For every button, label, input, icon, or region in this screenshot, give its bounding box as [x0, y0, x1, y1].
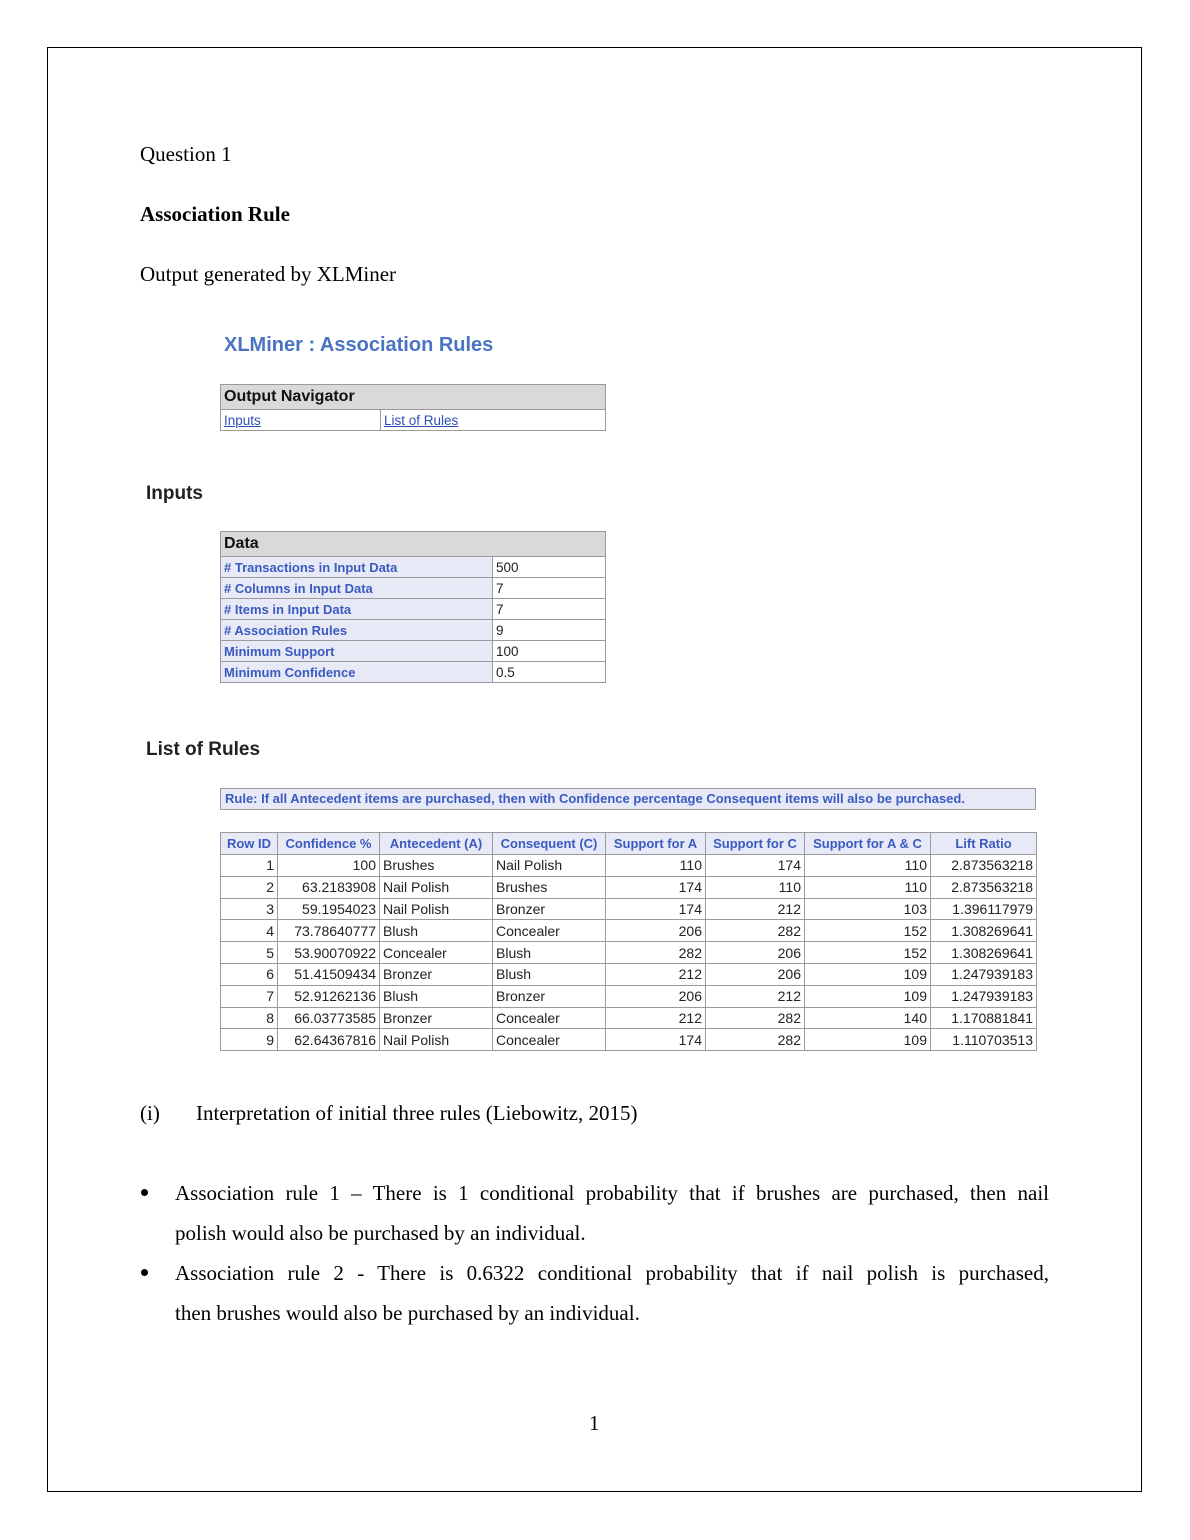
table-row [221, 985, 1037, 1007]
table-cell: Concealer [493, 1029, 606, 1051]
rule-note: Rule: If all Antecedent items are purchased, then with Confidence percentage Consequent items will also be purchased. [220, 788, 1036, 810]
table-cell: 152 [805, 920, 931, 942]
column-header: Support for A & C [805, 833, 931, 855]
table-cell: 110 [706, 876, 805, 898]
table-row [221, 876, 1037, 898]
table-cell: 212 [606, 963, 706, 985]
table-cell: 1 [221, 855, 278, 877]
table-cell: 62.64367816 [278, 1029, 380, 1051]
column-header: Confidence % [278, 833, 380, 855]
table-cell: Brushes [493, 876, 606, 898]
table-cell: Bronzer [380, 963, 493, 985]
table-row [221, 898, 1037, 920]
data-table [220, 531, 606, 683]
bullet-item-1: Association rule 1 – There is 1 conditional probability that if brushes are purchased, then nail polish would also be purchased by an individual. [175, 1181, 1049, 1245]
table-cell: 8 [221, 1007, 278, 1029]
interpretation-title: Interpretation of initial three rules (Liebowitz, 2015) [196, 1101, 638, 1125]
table-cell: 1.170881841 [931, 1007, 1037, 1029]
page-number: 1 [589, 1411, 600, 1435]
table-cell: 110 [606, 855, 706, 877]
rules-header-row [221, 833, 1037, 855]
table-cell: 73.78640777 [278, 920, 380, 942]
column-header: Row ID [221, 833, 278, 855]
table-cell: 282 [706, 1007, 805, 1029]
table-cell: Nail Polish [493, 855, 606, 877]
table-cell: 1.308269641 [931, 920, 1037, 942]
table-cell: 51.41509434 [278, 963, 380, 985]
table-cell: 282 [606, 942, 706, 964]
table-cell: 140 [805, 1007, 931, 1029]
table-cell: 152 [805, 942, 931, 964]
table-cell: 59.1954023 [278, 898, 380, 920]
column-header: Antecedent (A) [380, 833, 493, 855]
table-cell: 3 [221, 898, 278, 920]
table-cell: 5 [221, 942, 278, 964]
table-cell: 110 [805, 876, 931, 898]
table-row [221, 1007, 1037, 1029]
table-cell: Blush [493, 942, 606, 964]
table-cell: 206 [706, 963, 805, 985]
table-row [221, 920, 1037, 942]
table-cell: 1.110703513 [931, 1029, 1037, 1051]
table-cell: 63.2183908 [278, 876, 380, 898]
table-cell: 6 [221, 963, 278, 985]
table-cell: Nail Polish [380, 1029, 493, 1051]
column-header: Support for C [706, 833, 805, 855]
inputs-link[interactable]: Inputs [224, 412, 261, 428]
table-cell: 1.247939183 [931, 963, 1037, 985]
table-cell: 212 [706, 985, 805, 1007]
table-cell: 109 [805, 963, 931, 985]
table-cell: 1.396117979 [931, 898, 1037, 920]
table-cell: 212 [606, 1007, 706, 1029]
table-cell: Nail Polish [380, 898, 493, 920]
table-cell: Brushes [380, 855, 493, 877]
table-cell: Concealer [493, 1007, 606, 1029]
table-cell: 109 [805, 1029, 931, 1051]
data-table-header: Data [221, 532, 606, 557]
bullet-icon [141, 1189, 148, 1196]
list-of-rules-heading: List of Rules [146, 739, 261, 760]
table-cell: 66.03773585 [278, 1007, 380, 1029]
table-row [221, 942, 1037, 964]
table-cell: Bronzer [493, 898, 606, 920]
interpretation-marker: (i) [140, 1101, 160, 1125]
table-row [221, 963, 1037, 985]
table-cell: 1.247939183 [931, 985, 1037, 1007]
table-cell: 282 [706, 1029, 805, 1051]
intro-text: Output generated by XLMiner [140, 262, 397, 286]
question-heading: Question 1 [140, 142, 232, 166]
table-cell: 109 [805, 985, 931, 1007]
bullet-item-2: Association rule 2 - There is 0.6322 conditional probability that if nail polish is purchased, then brushes would also be purchased by an individual. [175, 1261, 1049, 1325]
table-cell: 100 [278, 855, 380, 877]
data-row: # Association Rules 9 [221, 620, 606, 641]
table-cell: 4 [221, 920, 278, 942]
table-cell: 52.91262136 [278, 985, 380, 1007]
table-cell: 174 [606, 876, 706, 898]
table-cell: 174 [606, 898, 706, 920]
table-cell: 53.90070922 [278, 942, 380, 964]
xlminer-title: XLMiner : Association Rules [224, 334, 494, 356]
column-header: Lift Ratio [931, 833, 1037, 855]
data-row: # Items in Input Data 7 [221, 599, 606, 620]
data-row: Minimum Confidence 0.5 [221, 662, 606, 683]
bullet-icon [141, 1269, 148, 1276]
table-cell: Blush [380, 985, 493, 1007]
table-cell: Concealer [493, 920, 606, 942]
list-of-rules-link[interactable]: List of Rules [384, 412, 459, 428]
data-row: # Columns in Input Data 7 [221, 578, 606, 599]
table-cell: 9 [221, 1029, 278, 1051]
table-cell: 2 [221, 876, 278, 898]
table-cell: 2.873563218 [931, 876, 1037, 898]
table-cell: Blush [493, 963, 606, 985]
table-cell: 206 [706, 942, 805, 964]
table-cell: 174 [706, 855, 805, 877]
output-navigator-table [220, 384, 606, 431]
table-cell: Concealer [380, 942, 493, 964]
rules-table [220, 832, 1037, 1051]
column-header: Support for A [606, 833, 706, 855]
table-row [221, 1029, 1037, 1051]
table-cell: Bronzer [380, 1007, 493, 1029]
table-cell: 206 [606, 920, 706, 942]
table-cell: 1.308269641 [931, 942, 1037, 964]
table-cell: 212 [706, 898, 805, 920]
data-row: # Transactions in Input Data 500 [221, 557, 606, 578]
table-cell: 103 [805, 898, 931, 920]
table-cell: 206 [606, 985, 706, 1007]
inputs-heading: Inputs [146, 483, 203, 504]
section-title: Association Rule [140, 202, 290, 226]
column-header: Consequent (C) [493, 833, 606, 855]
table-cell: 110 [805, 855, 931, 877]
output-navigator-header: Output Navigator [221, 385, 606, 410]
table-cell: 282 [706, 920, 805, 942]
table-cell: 2.873563218 [931, 855, 1037, 877]
table-row [221, 855, 1037, 877]
table-cell: Nail Polish [380, 876, 493, 898]
data-row: Minimum Support 100 [221, 641, 606, 662]
table-cell: Bronzer [493, 985, 606, 1007]
table-cell: 7 [221, 985, 278, 1007]
table-cell: Blush [380, 920, 493, 942]
table-cell: 174 [606, 1029, 706, 1051]
